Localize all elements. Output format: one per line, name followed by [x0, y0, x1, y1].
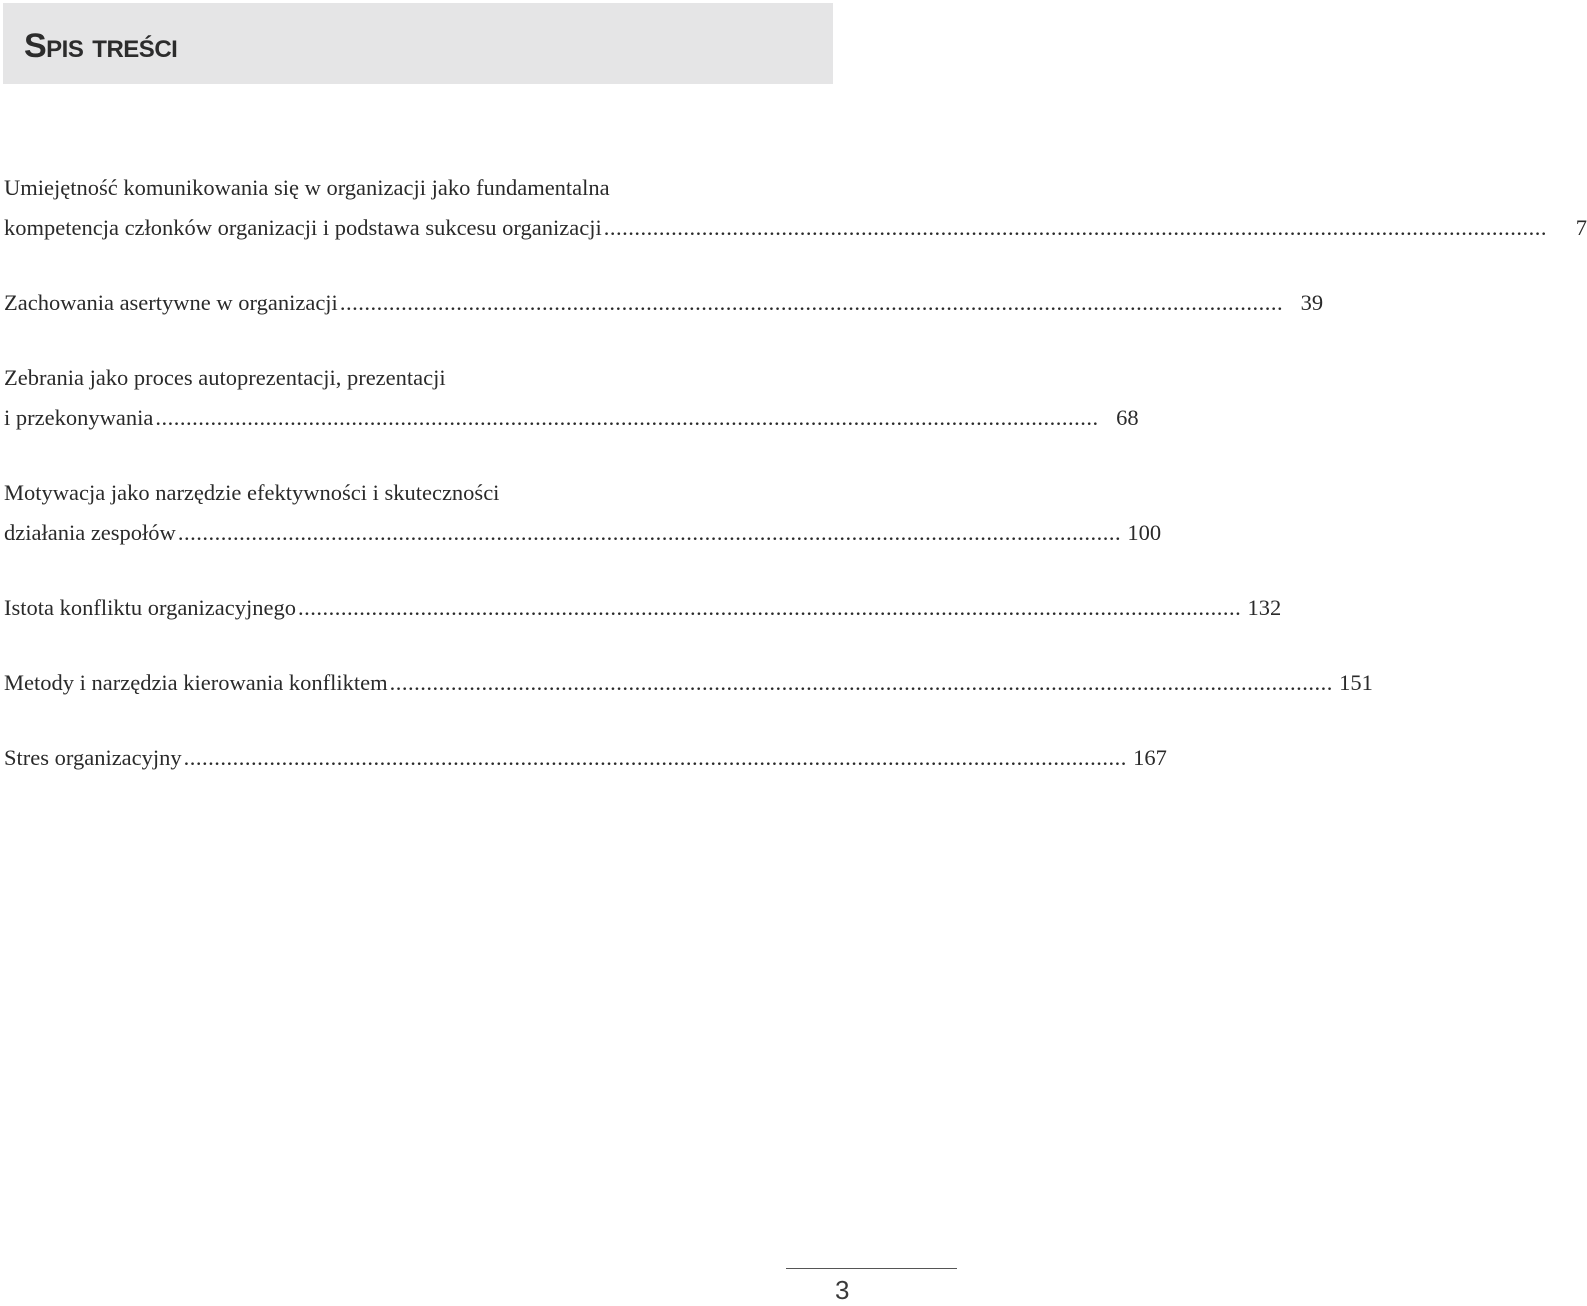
toc-entry[interactable] [4, 283, 1324, 323]
toc-entry[interactable] [4, 663, 1373, 703]
dot-leader: .......................................................................................................................................................... [177, 520, 1122, 545]
toc-entry-title-line: Umiejętność komunikowania się w organizacji jako fundamentalna [4, 175, 610, 200]
toc-entry[interactable] [4, 358, 1139, 438]
dot-leader: .......................................................................................................................................................... [389, 670, 1333, 695]
toc-entry-page-number: 100 [1127, 520, 1162, 545]
dot-leader: .......................................................................................................................................................... [155, 405, 1099, 430]
toc-entry-page-number: 167 [1133, 745, 1167, 770]
toc-entry-title-line: Zebrania jako proces autoprezentacji, prezentacji [4, 365, 446, 390]
toc-entry-title-line: Motywacja jako narzędzie efektywności i skuteczności [4, 480, 500, 505]
toc-entry-title-line: i przekonywania [4, 405, 154, 430]
toc-entry-page-number: 7 [1575, 215, 1587, 240]
toc-entry-title-line: Stres organizacyjny [4, 745, 182, 770]
table-of-contents [4, 168, 1587, 778]
toc-entry-title-line: działania zespołów [4, 520, 176, 545]
toc-entry-page-number: 132 [1247, 595, 1282, 620]
toc-entry[interactable] [4, 738, 1167, 778]
toc-entry[interactable] [4, 473, 1162, 553]
toc-entry-page-number: 39 [1300, 290, 1324, 315]
toc-entry-title-line: Istota konfliktu organizacyjnego [4, 595, 297, 620]
dot-leader: .......................................................................................................................................................... [183, 745, 1127, 770]
toc-entry-page-number: 151 [1339, 670, 1373, 695]
page-number: 3 [835, 1275, 850, 1305]
page-title: Spis treści [24, 27, 178, 65]
toc-entry-title-line: kompetencja członków organizacji i podstawa sukcesu organizacji [4, 215, 602, 240]
dot-leader: .......................................................................................................................................................... [603, 215, 1547, 240]
dot-leader: .......................................................................................................................................................... [298, 595, 1242, 620]
toc-entry-title-line: Zachowania asertywne w organizacji [4, 290, 338, 315]
toc-entry[interactable] [4, 588, 1282, 628]
footer-rule [786, 1268, 957, 1269]
toc-entry-page-number: 68 [1116, 405, 1139, 430]
toc-entry[interactable] [4, 168, 1587, 248]
title-banner [3, 3, 833, 84]
toc-entry-title-line: Metody i narzędzia kierowania konfliktem [4, 670, 388, 695]
dot-leader: .......................................................................................................................................................... [339, 290, 1284, 315]
